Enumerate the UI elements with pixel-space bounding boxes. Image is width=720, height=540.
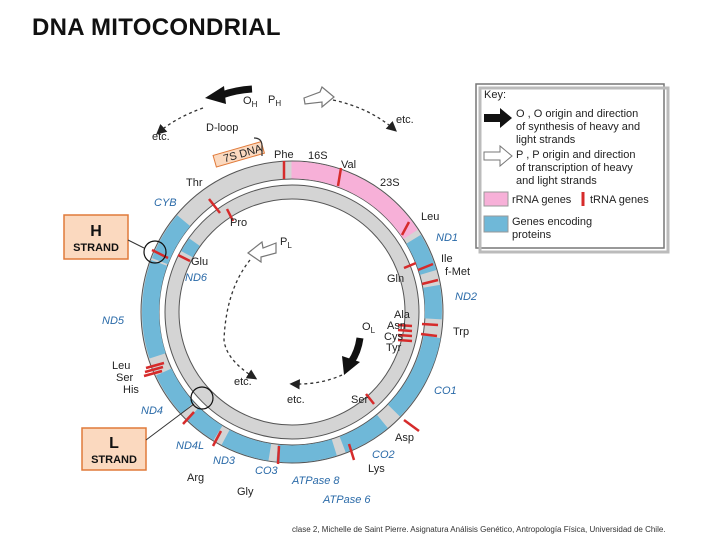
- h-strand-box: [64, 215, 128, 259]
- legend-protein-2: proteins: [512, 229, 552, 241]
- label-tyr: Tyr: [386, 342, 402, 354]
- slide-title: DNA MITOCONDRIAL: [32, 14, 281, 41]
- label-atp6: ATPase 6: [323, 494, 371, 506]
- label-ser-inner: Ser: [351, 394, 369, 406]
- label-co3: CO3: [255, 465, 278, 477]
- l-strand-box: [82, 428, 146, 470]
- legend-protein-swatch: [484, 216, 508, 232]
- slide-footer: clase 2, Michelle de Saint Pierre. Asignatura Análisis Genético, Antropología Física, Universidad de Chile.: [292, 525, 666, 534]
- etc-label-4: etc.: [287, 394, 305, 406]
- l-strand-letter: L: [109, 435, 119, 452]
- label-thr: Thr: [186, 177, 203, 189]
- h-strand-letter: H: [90, 223, 102, 240]
- legend-origin-2: of synthesis of heavy and: [516, 121, 641, 133]
- label-asp: Asp: [395, 432, 414, 444]
- label-nd5: ND5: [102, 315, 125, 327]
- oh-arrow-head: [205, 86, 226, 104]
- label-cys: Cys: [384, 331, 403, 343]
- legend-title: Key:: [484, 89, 507, 101]
- nd4l-arc: [193, 414, 218, 433]
- ph-arrow: [304, 87, 334, 107]
- label-nd6: ND6: [185, 272, 208, 284]
- ol-label: $O_L$: [362, 321, 376, 335]
- etc-label-2: etc.: [396, 114, 414, 126]
- label-nd1: ND1: [436, 232, 459, 244]
- pl-arrow: [248, 242, 276, 262]
- label-ile: Ile: [441, 253, 453, 265]
- atpase-arc: [277, 448, 334, 454]
- label-gly: Gly: [237, 486, 254, 498]
- label-co1: CO1: [434, 385, 457, 397]
- legend-promoter-2: of transcription of heavy: [516, 162, 633, 174]
- label-atp8: ATPase 8: [292, 475, 340, 487]
- legend-box: [476, 84, 668, 252]
- legend-trna: tRNA genes: [590, 194, 649, 206]
- label-trp: Trp: [453, 326, 470, 338]
- nd6-arc: [187, 242, 195, 254]
- label-pro: Pro: [230, 217, 248, 229]
- label-leu-top: Leu: [421, 211, 440, 223]
- label-his: His: [123, 384, 139, 396]
- label-ala: Ala: [394, 309, 410, 321]
- label-leu-bot: Leu: [112, 360, 131, 372]
- label-co2: CO2: [372, 449, 395, 461]
- legend-protein-1: Genes encoding: [512, 216, 593, 228]
- label-lys: Lys: [368, 463, 385, 475]
- label-nd3: ND3: [213, 455, 236, 467]
- dloop-label: D-loop: [206, 122, 239, 134]
- label-glu: Glu: [191, 256, 209, 268]
- pl-label: $P_L$: [280, 236, 292, 250]
- legend-promoter-1: P , P origin and direction: [516, 149, 636, 161]
- h-strand-word: STRAND: [73, 242, 119, 254]
- label-cyb: CYB: [154, 197, 177, 209]
- legend-origin-1: O , O origin and direction: [516, 108, 639, 120]
- legend-rrna: rRNA genes: [512, 194, 572, 206]
- ts-dna-label: 7S DNA: [222, 142, 264, 166]
- h-strand-pointer: [128, 240, 144, 248]
- l-strand-word: STRAND: [91, 454, 137, 466]
- etc-label-3: etc.: [234, 376, 252, 388]
- label-ser: Ser: [116, 372, 134, 384]
- label-phe: Phe: [274, 149, 294, 161]
- legend-rrna-swatch: [484, 192, 508, 206]
- ol-arrow: [351, 338, 360, 362]
- oh-label: $O_H$: [243, 95, 258, 109]
- legend-origin-3: light strands: [516, 134, 576, 146]
- label-nd4: ND4: [141, 405, 164, 417]
- label-gln: Gln: [387, 273, 405, 285]
- label-nd4l: ND4L: [176, 440, 205, 452]
- label-16s: 16S: [308, 150, 328, 162]
- ph-label: $P_H$: [268, 94, 282, 108]
- label-nd2: ND2: [455, 291, 478, 303]
- label-asn: Asn: [387, 320, 406, 332]
- nd2-arc: [432, 286, 434, 319]
- label-val: Val: [341, 159, 357, 171]
- label-arg: Arg: [187, 472, 205, 484]
- legend-promoter-3: and light strands: [516, 175, 597, 187]
- label-23s: 23S: [380, 177, 400, 189]
- etc-label-1: etc.: [152, 131, 170, 143]
- label-fmet: f-Met: [445, 266, 471, 278]
- nd5-arc: [151, 263, 160, 356]
